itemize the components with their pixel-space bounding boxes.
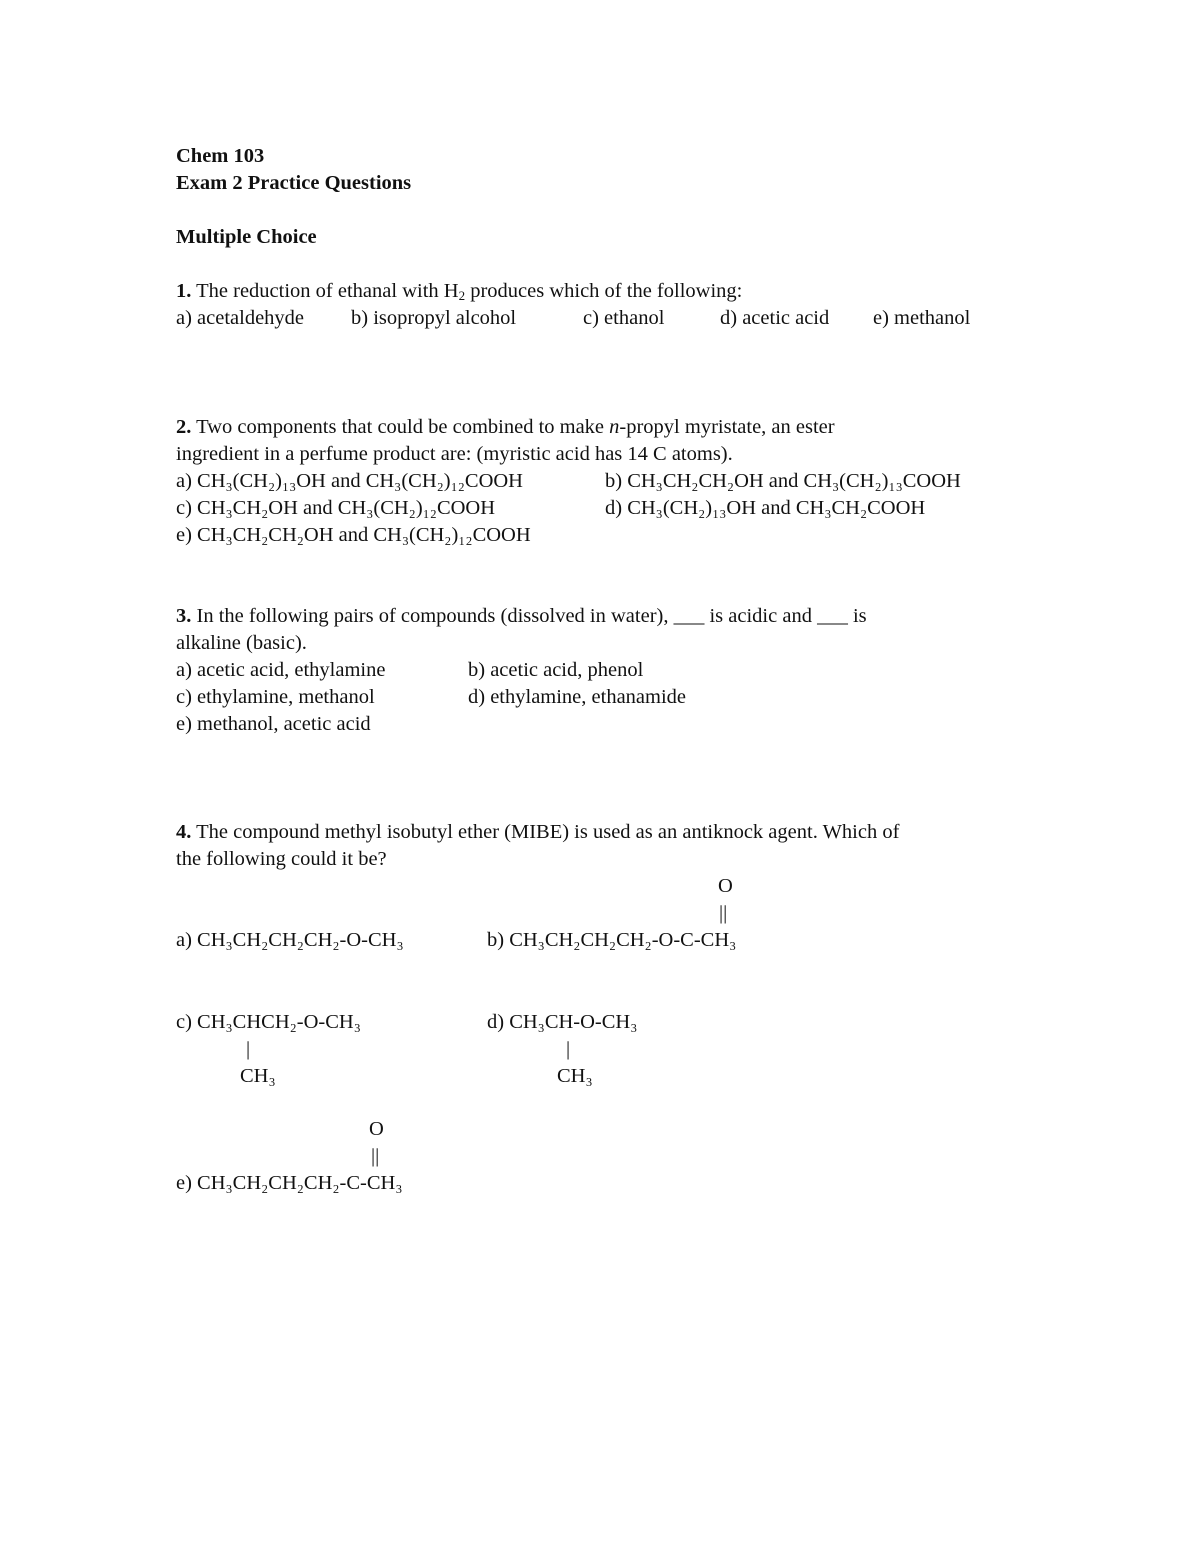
q4-b-oxygen: O [718, 875, 733, 897]
question-number: 2. [176, 416, 192, 438]
q1-option-c: c) ethanol [583, 307, 665, 329]
q1-option-d: d) acetic acid [720, 307, 830, 329]
question-text: The reduction of ethanal with H [196, 280, 459, 302]
q2-option-a: a) CH₃(CH₂)₁₃OH and CH₃(CH₂)₁₂COOH [176, 470, 523, 492]
question-4-stem-line2: the following could it be? [176, 848, 387, 870]
q3-option-d: d) ethylamine, ethanamide [468, 686, 687, 708]
exam-title: Exam 2 Practice Questions [176, 172, 412, 194]
q3-option-a: a) acetic acid, ethylamine [176, 659, 386, 681]
q3-option-b: b) acetic acid, phenol [468, 659, 644, 681]
question-2-stem [176, 413, 835, 441]
q2-option-d: d) CH₃(CH₂)₁₃OH and CH₃CH₂COOH [605, 497, 926, 519]
question-text: Two components that could be combined to make [191, 416, 610, 438]
question-number: 1. [176, 280, 192, 302]
q3-option-e: e) methanol, acetic acid [176, 713, 371, 735]
question-3-stem [176, 602, 867, 630]
q1-option-e: e) methanol [873, 307, 971, 329]
q4-d-bond: | [566, 1038, 571, 1060]
q4-option-c: c) CH₃CHCH₂-O-CH₃ [176, 1011, 361, 1033]
subscript: 2 [458, 288, 466, 303]
course-title: Chem 103 [176, 145, 265, 167]
section-heading: Multiple Choice [176, 226, 317, 248]
q2-option-e: e) CH₃CH₂CH₂OH and CH₃(CH₂)₁₂COOH [176, 524, 531, 546]
question-number: 4. [176, 821, 192, 843]
q4-e-double-bond: || [371, 1145, 380, 1167]
q2-option-c: c) CH₃CH₂OH and CH₃(CH₂)₁₂COOH [176, 497, 496, 519]
question-1-stem [176, 277, 742, 305]
question-2-stem-line2: ingredient in a perfume product are: (myristic acid has 14 C atoms). [176, 443, 733, 465]
q2-option-b: b) CH₃CH₂CH₂OH and CH₃(CH₂)₁₃COOH [605, 470, 961, 492]
q4-option-d: d) CH₃CH-O-CH₃ [487, 1011, 638, 1033]
q4-option-e: e) CH₃CH₂CH₂CH₂-C-CH₃ [176, 1172, 403, 1194]
q4-d-branch: CH₃ [557, 1065, 593, 1087]
q4-c-branch: CH₃ [240, 1065, 276, 1087]
q1-option-b: b) isopropyl alcohol [351, 307, 517, 329]
q3-option-c: c) ethylamine, methanol [176, 686, 375, 708]
question-text: -propyl myristate, an ester [619, 416, 835, 438]
q1-option-a: a) acetaldehyde [176, 307, 305, 329]
q4-option-b: b) CH₃CH₂CH₂CH₂-O-C-CH₃ [487, 929, 737, 951]
question-text: In the following pairs of compounds (dissolved in water), ___ is acidic and ___ is [191, 605, 867, 627]
question-text: produces which of the following: [465, 280, 743, 302]
question-text: The compound methyl isobutyl ether (MIBE) is used as an antiknock agent. Which of [191, 821, 900, 843]
question-number: 3. [176, 605, 192, 627]
q4-e-oxygen: O [369, 1118, 384, 1140]
q4-option-a: a) CH₃CH₂CH₂CH₂-O-CH₃ [176, 929, 404, 951]
question-3-stem-line2: alkaline (basic). [176, 632, 307, 654]
italic-n: n [609, 416, 620, 438]
question-4-stem [176, 818, 899, 846]
q4-b-double-bond: || [719, 902, 728, 924]
q4-c-bond: | [246, 1038, 251, 1060]
